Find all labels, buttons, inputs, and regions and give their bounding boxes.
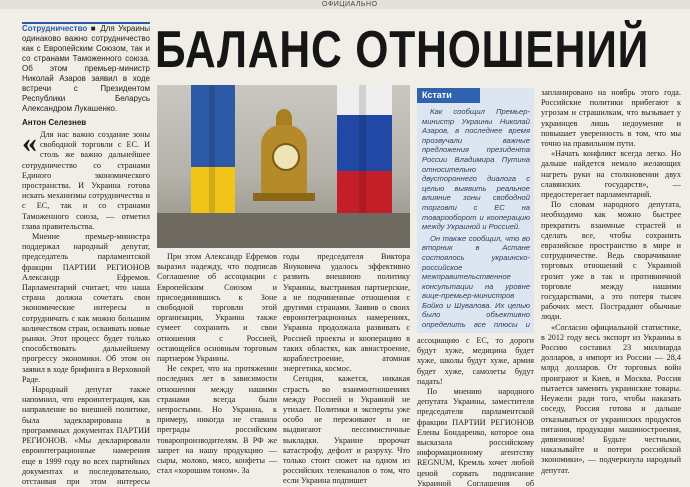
article-paragraph: Не секрет, что на протяжении последних лет в зависимости отношения между нашими странами всегда были непростыми. Но Украина, к примеру, никогда не ставила преграды российским товаропроизводителям. В РФ же запрет на нашу продукцию — сыры, молоко, мясо, конфеты — стал «хорошим тоном». За (157, 364, 277, 476)
article-paragraph: «Согласно официальной статистике, в 2012 году весь экспорт из Украины в Россию составил 23 миллиарда долларов, а импорт из России — 28,4 млрд долларов. От торговых войн проиграют и Киев, и Москва. Россия пытается заменить украинские товары. Неужели ради того, чтобы наказать соседу, Россия готова и дальше отказываться от украинских продуктов питания, продукции машиностроения, дивизионов! Будьте честными, наказывайте и потери российской экономики», — подчеркнула народный депутат. (541, 322, 681, 475)
article-paragraph: По мнению народного депутата Украины, заместителя председателя парламентской фракции ПАРТИИ РЕГИОНОВ Елены Бондаренко, которое она высказала российскому информационному агентству REGNUM, Кремль хочет любой ценой сорвать подписание Украиной Соглашения об (417, 387, 534, 487)
section-tag: ОФИЦИАЛЬНО (322, 1, 378, 8)
lead-kicker: Сотрудничество (22, 24, 88, 33)
clock-base (253, 193, 315, 201)
article-column-1 (22, 130, 150, 487)
table-surface (157, 213, 410, 248)
article-paragraph: Мнение премьер-министра поддержал народный депутат, председатель парламентской фракции ПАРТИИ РЕГИОНОВ Александр Ефремов. Парламентарий считает, что наша страна должна сочетать свои экономические интересы и сотрудничать с как можно большим количеством стран, осваивать новые рынки. Этот процесс будет только способствовать дальнейшему прогрессу экономики. Об этом он заявил в ходе брифинга в Верховной Раде. (22, 232, 150, 384)
article-column-2 (157, 252, 277, 487)
sidebar-box (417, 88, 534, 333)
author-byline: Антон Селезнев (22, 118, 87, 127)
lead-separator: ■ (90, 24, 101, 33)
sidebar-paragraph: Он также сообщил, что во вторник в Астане состоялось украинско-российское межправительственное консультации на уровне вице-премьер-министров Бойко и Шувалова. Их целью было объективно определить все плюсы и (422, 233, 530, 330)
article-column-5 (541, 88, 681, 487)
headline: БАЛАНС ОТНОШЕНИЙ (155, 21, 650, 79)
article-paragraph: годы председателя Виктора Януковича удалось эффективно развить внешнюю политику Украины, выстраивая партнерские, а не подчиненные отношения с другими странами. Заявив о своих евроинтеграционных намерениях, Украина продолжала развивать с Россией проекты и кооперацию в таких областях, как авиастроение, кораблестроение, атомная энергетика, космос. (283, 252, 410, 374)
lead-block (22, 24, 150, 124)
article-paragraph: «Начать конфликт всегда легко. Но дальше найдется немало желающих нагреть руки на столкновении двух славянских государств», — предостерегает парламентарий. (541, 149, 681, 200)
article-paragraph: Сегодня, кажется, никакая страсть во взаимоотношениях между Россией и Украиной не утихает. Политики и эксперты уже особо не переживают и не выдвигают пессимистичные выкладки. Украине пророчат катастрофу, дефолт и разруху. Что только стоит сюжет на одном из российских телеканалов о том, что если Украина подпишет (283, 374, 410, 486)
photo-flags (157, 85, 410, 248)
dropcap-quote: « (22, 130, 37, 159)
article-column-3 (283, 252, 410, 487)
article-paragraph: Народный депутат также напомнил, что евроинтеграция, как направление во внешней политике, была задекларирована в программных документах ПАРТИИ РЕГИОНОВ. «Мы декларировали евроинтеграционные намерения еще в 1999 году во всех партийных документах и последовательно, отстаивая при этом интересы (22, 385, 150, 486)
lead-text: Для Украины одинаково важно сотрудничество как с Европейским Союзом, так и со странами Таможенного союза. Об этом премьер-министр Николай Азаров заявил в ходе встречи с Президентом Республики Беларусь Александром Лукашенко. (22, 24, 150, 113)
article-paragraph: При этом Александр Ефремов выразил надежду, что подписав Соглашение об ассоциации с Европейским Союзом и присоединившись к Зоне свободной торговли этой организации, Украина также сумеет сохранить и свои отношения с Россией, остающейся основным торговым партнером Украины. (157, 252, 277, 364)
article-paragraph: По словам народного депутата, необходимо как можно быстрее прекратить взаимные страстей и сделать все, чтобы сохранить евразийское пространство в мире и сотрудничестве. Ведь сворачивание торговых отношений с Украиной грозит уже в так и противничной торговле между нашими государствами, а это потеря тысяч рабочих мест. Пострадают обычные люди. (541, 200, 681, 322)
article-paragraph: запланировано на ноябрь этого года. Российские политики прибегают к угрозам и страшилкам, что вызывает у украинцев лишь недоумение и повышает уверенность в том, что мы точно на правильном пути. (541, 88, 681, 149)
sidebar-title: Кстати (417, 88, 480, 103)
article-column-4 (417, 336, 534, 487)
clock-face (272, 143, 300, 171)
sidebar-text (422, 107, 530, 331)
sidebar-paragraph: Как сообщил Премьер-министр Украины Николай Азаров, в последнее время прозвучали важные предложения президента России Владимира Путина относительно двустороннего диалога с целью выявить реальное влияние зоны свободной торговли с ЕС на товарооборот и кооперацию между Украиной и Россией. (422, 107, 530, 232)
article-paragraph: « Для нас важно создание зоны свободной торговли с ЕС. И столь же важно дальнейшее сотрудничество со странами Единого экономического пространства. И Украина готова искать механизмы сотрудничества и с ЕС, так и со странами Таможенного союза, — отметил глава правительства. (22, 130, 150, 231)
article-paragraph: ассоциацию с ЕС, то дороги будут хуже, медицина будет хуже, школы будут хуже, армия будет хуже, самолеты будут падать! (417, 336, 534, 386)
